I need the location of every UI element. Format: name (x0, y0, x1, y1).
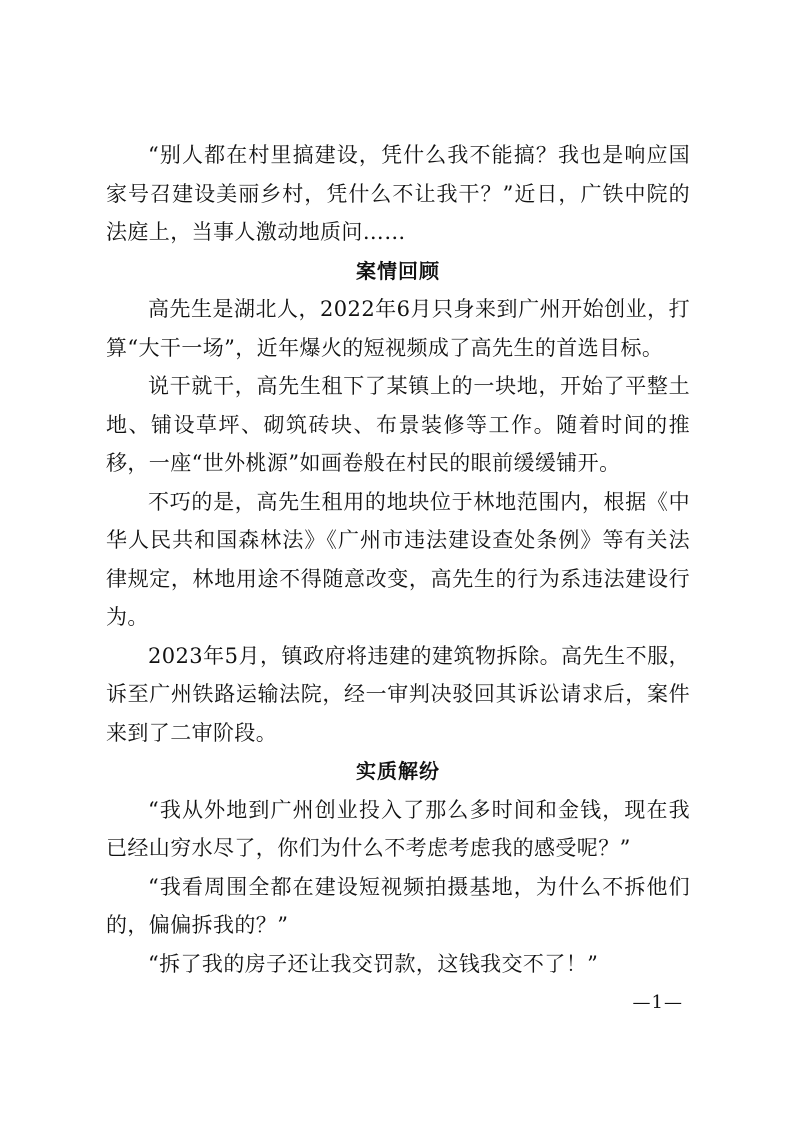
case-paragraph-4: 2023年5月，镇政府将违建的建筑物拆除。高先生不服，诉至广州铁路运输法院，经一审判决驳回其诉讼请求后，案件来到了二审阶段。 (106, 643, 690, 745)
quote-paragraph-1: “我从外地到广州创业投入了那么多时间和金钱，现在我已经山穷水尽了，你们为什么不考虑考虑我的感受呢？” (106, 797, 690, 860)
page-number: —1— (632, 992, 683, 1013)
document-body (106, 136, 690, 983)
intro-paragraph: “别人都在村里搞建设，凭什么我不能搞？我也是响应国家号召建设美丽乡村，凭什么不让我干？”近日，广铁中院的法庭上，当事人激动地质问…… (106, 143, 690, 244)
case-paragraph-2: 说干就干，高先生租下了某镇上的一块地，开始了平整土地、铺设草坪、砌筑砖块、布景装修等工作。随着时间的推移，一座“世外桃源”如画卷般在村民的眼前缓缓铺开。 (106, 374, 690, 475)
section-heading-case-review: 案情回顾 (356, 258, 440, 283)
quote-paragraph-2: “我看周围全都在建设短视频拍摄基地，为什么不拆他们的，偏偏拆我的？” (106, 874, 690, 937)
quote-paragraph-3: “拆了我的房子还让我交罚款，这钱我交不了！” (148, 951, 599, 976)
section-heading-dispute-resolution: 实质解纷 (356, 759, 440, 783)
case-paragraph-3: 不巧的是，高先生租用的地块位于林地范围内，根据《中华人民共和国森林法》《广州市违法建设查处条例》等有关法律规定，林地用途不得随意改变，高先生的行为系违法建设行为。 (106, 489, 690, 629)
case-paragraph-1: 高先生是湖北人，2022年6月只身来到广州开始创业，打算“大干一场”，近年爆火的短视频成了高先生的首选目标。 (106, 297, 690, 360)
